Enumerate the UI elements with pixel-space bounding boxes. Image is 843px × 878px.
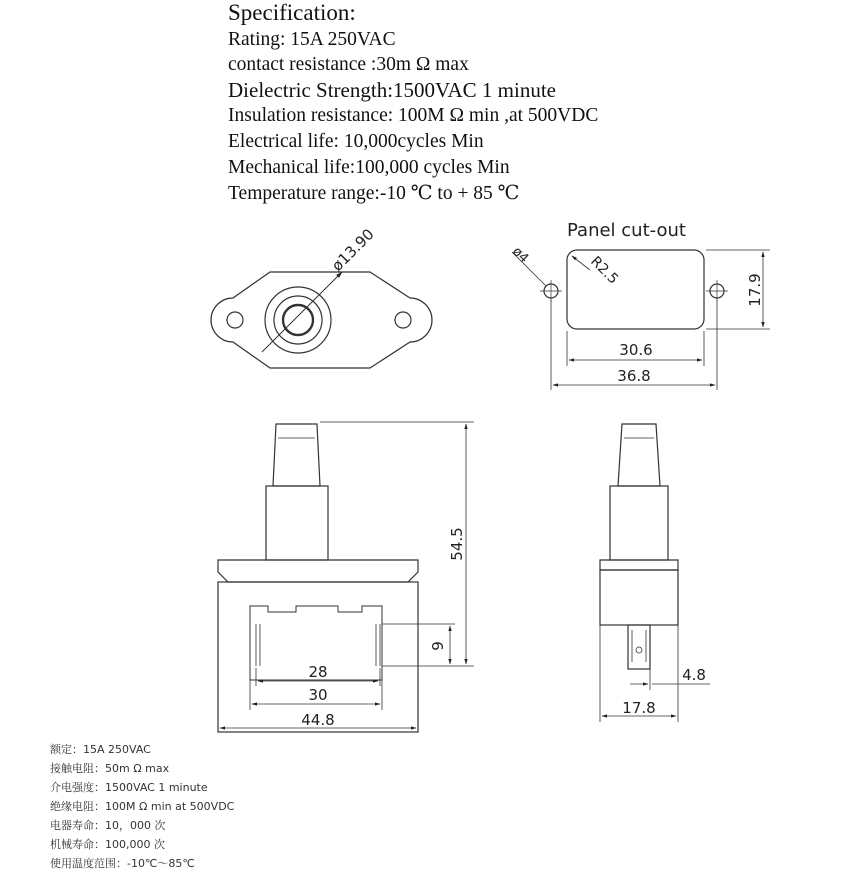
side-base-width-label: 17.8 bbox=[622, 699, 656, 717]
cn-spec-dielectric-strength: 介电强度：1500VAC 1 minute bbox=[50, 781, 208, 794]
panel-cutout-inner-width-label: 30.6 bbox=[619, 341, 653, 359]
cn-spec-rating: 额定：15A 250VAC bbox=[50, 743, 151, 756]
spec-contact-resistance: contact resistance :30m Ω max bbox=[228, 54, 469, 75]
panel-cutout-height-label: 17.9 bbox=[746, 273, 764, 307]
side-view-body bbox=[600, 570, 678, 625]
side-view-terminal-hole bbox=[636, 647, 642, 653]
front-mid-width-label: 30 bbox=[308, 686, 328, 704]
top-view-left-hole bbox=[227, 312, 243, 328]
top-view-button bbox=[283, 305, 313, 335]
side-view-actuator bbox=[618, 424, 660, 486]
top-view-outer-ring bbox=[265, 287, 331, 353]
spec-insulation-resistance: Insulation resistance: 100M Ω min ,at 500VDC bbox=[228, 105, 599, 126]
spec-electrical-life: Electrical life: 10,000cycles Min bbox=[228, 131, 484, 152]
side-view-flange bbox=[600, 560, 678, 570]
cn-spec-mechanical-life: 机械寿命：100,000 次 bbox=[50, 838, 165, 851]
cn-spec-insulation-resistance: 绝缘电阻：100M Ω min at 500VDC bbox=[50, 800, 235, 813]
front-terminal-height-label: 9 bbox=[429, 641, 447, 651]
spec-temperature-range: Temperature range:-10 ℃ to + 85 ℃ bbox=[228, 183, 520, 204]
cn-spec-contact-resistance: 接触电阻：50m Ω max bbox=[50, 762, 170, 775]
chinese-spec-list bbox=[50, 740, 234, 873]
top-view bbox=[211, 272, 432, 368]
top-view-mid-ring bbox=[274, 296, 322, 344]
spec-rating: Rating: 15A 250VAC bbox=[228, 29, 396, 50]
front-base-width-label: 44.8 bbox=[301, 711, 335, 729]
front-height-label: 54.5 bbox=[448, 527, 466, 561]
front-view-actuator bbox=[273, 424, 320, 486]
cn-spec-temperature-range: 使用温度范围：-10℃～85℃ bbox=[50, 857, 195, 870]
front-inner-width-label: 28 bbox=[308, 663, 328, 681]
cn-spec-electrical-life: 电器寿命：10，000 次 bbox=[50, 819, 166, 832]
panel-cutout-title: Panel cut-out bbox=[567, 220, 686, 241]
radius-leader-line bbox=[572, 256, 590, 270]
side-view-collar bbox=[610, 486, 668, 560]
panel-cutout-outer-width-label: 36.8 bbox=[617, 367, 651, 385]
spec-dielectric-strength: Dielectric Strength:1500VAC 1 minute bbox=[228, 78, 556, 102]
front-view bbox=[218, 422, 474, 732]
top-view-right-hole bbox=[395, 312, 411, 328]
side-terminal-width-label: 4.8 bbox=[682, 666, 706, 684]
top-view-diameter-label: ø13.90 bbox=[328, 225, 378, 275]
front-view-body bbox=[218, 582, 418, 732]
panel-cutout-hole-label: ø4 bbox=[509, 244, 532, 267]
panel-cutout-rect bbox=[567, 250, 704, 329]
specification-title: Specification: bbox=[228, 0, 356, 25]
spec-mechanical-life: Mechanical life:100,000 cycles Min bbox=[228, 157, 510, 178]
front-view-collar bbox=[266, 486, 328, 560]
front-view-flange bbox=[218, 560, 418, 582]
panel-cutout-radius-label: R2.5 bbox=[587, 253, 622, 288]
